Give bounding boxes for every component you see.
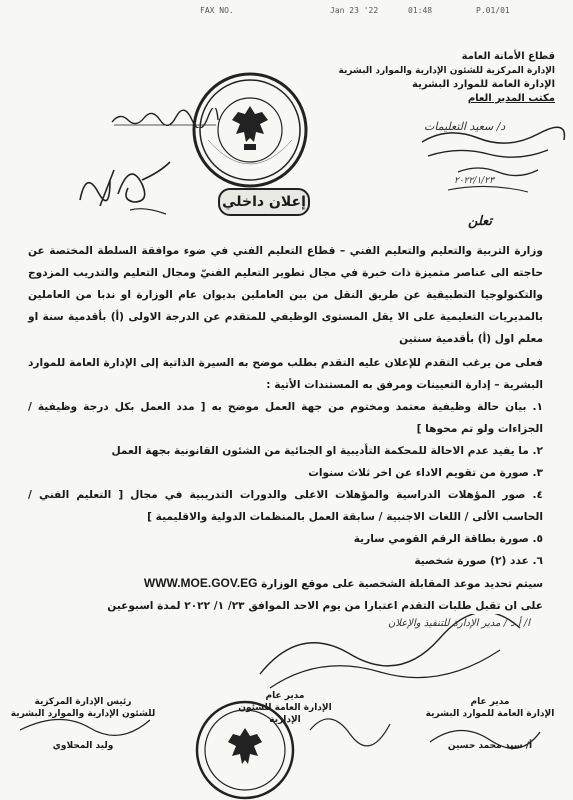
ministry-seal (190, 70, 310, 190)
right-handwritten-note (418, 120, 568, 210)
handwritten-top-note: د/ سعيد التعليمات (424, 120, 506, 133)
ministry-website-link[interactable]: WWW.MOE.GOV.EG (143, 576, 258, 590)
fax-date: Jan 23 '22 (330, 6, 379, 15)
header-line-2: الإدارة المركزية للشئون الإدارية والموارد البشرية (338, 66, 555, 76)
announcement-body (28, 240, 543, 617)
header-line-3: الإدارة العامة للموارد البشرية (412, 79, 555, 90)
header-line-1: قطاع الأمانة العامة (461, 51, 555, 62)
list-item: ٦. عدد (٢) صورة شخصية (414, 555, 543, 567)
fax-header (0, 4, 573, 18)
list-item: ٣. صورة من تقويم الاداء عن اخر ثلاث سنوات (308, 467, 543, 479)
left-signature (70, 150, 180, 220)
ministry-header (338, 50, 555, 106)
list-item: ٤. صور المؤهلات الدراسية والمؤهلات الاعلى والدورات التدريبية في مجال [ التعليم الفني / الحاسب الألى / اللغات الاجنبية / سابقة العمل بالمنظمات الدولية والاقليمية ] (28, 489, 543, 523)
intro-paragraph: وزارة التربية والتعليم والتعليم الفني – قطاع التعليم الفني في ضوء موافقة السلطة المختصة عن حاجته الى عناصر متميزة ذات خبرة في مجال تطوير التعليم الفنيّ ومجال التعليم والتدريب المزدوج والتكنولوجيا التطبيقية عن طريق النقل من بين العاملين بديوان عام الوزارة او ندبا من العاملين بالمديريات التعليمية على الا يقل المستوى الوظيفي للمتقدم عن الدرجة الاولى (أ) بأقدمية سنة او معلم اول (أ) بأقدمية سنتين (28, 245, 543, 345)
footer-hr-dept: الإدارة العامة للموارد البشرية (425, 709, 555, 719)
announce-label: تعلن (467, 214, 493, 229)
list-item: ١. بيان حالة وظيفية معتمد ومختوم من جهة العمل موضح به [ مدد العمل بكل درجة وظيفية / الجزاءات ولو تم محوها ] (28, 401, 543, 435)
fax-number: FAX NO. (200, 6, 234, 15)
handwritten-date: ٢٠٢٢/١/٢٣ (454, 176, 494, 186)
footer-central-dept: للشئون الإدارية والموارد البشرية (10, 709, 156, 719)
internal-ad-title: إعلان داخلي (218, 188, 310, 216)
list-item: ٢. ما يفيد عدم الاحالة للمحكمة التأديبية او الجنائية من الشئون القانونية بجهة العمل (111, 445, 543, 457)
interview-text: سيتم تحديد موعد المقابلة الشخصية على موقع الوزارة (261, 578, 543, 590)
header-line-4: مكتب المدير العام (467, 93, 555, 104)
footer-admin-dept: الإدارة العامة للشئون الإدارية (238, 703, 332, 725)
interview-paragraph (28, 572, 543, 595)
footer-hr-name: أ/ سيد محمد حسين (447, 741, 533, 751)
footer-signature-scribbles (0, 700, 573, 800)
required-documents-list (28, 396, 543, 572)
deadline-paragraph: على ان تقبل طلبات التقدم اعتبارا من يوم الاحد الموافق ٢٣/ ١/ ٢٠٢٢ لمدة اسبوعين (107, 600, 543, 612)
department-stamp-text (110, 108, 220, 128)
footer-admin-title: مدير عام (265, 691, 305, 701)
footer-central-title: رئيس الإدارة المركزية (34, 697, 132, 707)
list-item: ٥. صورة بطاقة الرقم القومي سارية (353, 533, 543, 545)
eagle-emblem-icon (232, 106, 268, 150)
fax-time: 01:48 (408, 6, 433, 15)
bottom-handwritten-text: ا/ أ.د / مدير الإدارة للتنفيذ والإعلان (388, 618, 530, 629)
footer-hr-title: مدير عام (470, 697, 510, 707)
fax-page: P.01/01 (476, 6, 510, 15)
footer-central-name: وليد المحلاوي (52, 741, 114, 751)
apply-paragraph: فعلى من يرغب التقدم للإعلان عليه التقدم بطلب موضح به السيرة الذاتية إلى الإدارة العامة للموارد البشرية – إدارة التعيينات ومرفق به المستندات الأتية : (28, 357, 543, 391)
